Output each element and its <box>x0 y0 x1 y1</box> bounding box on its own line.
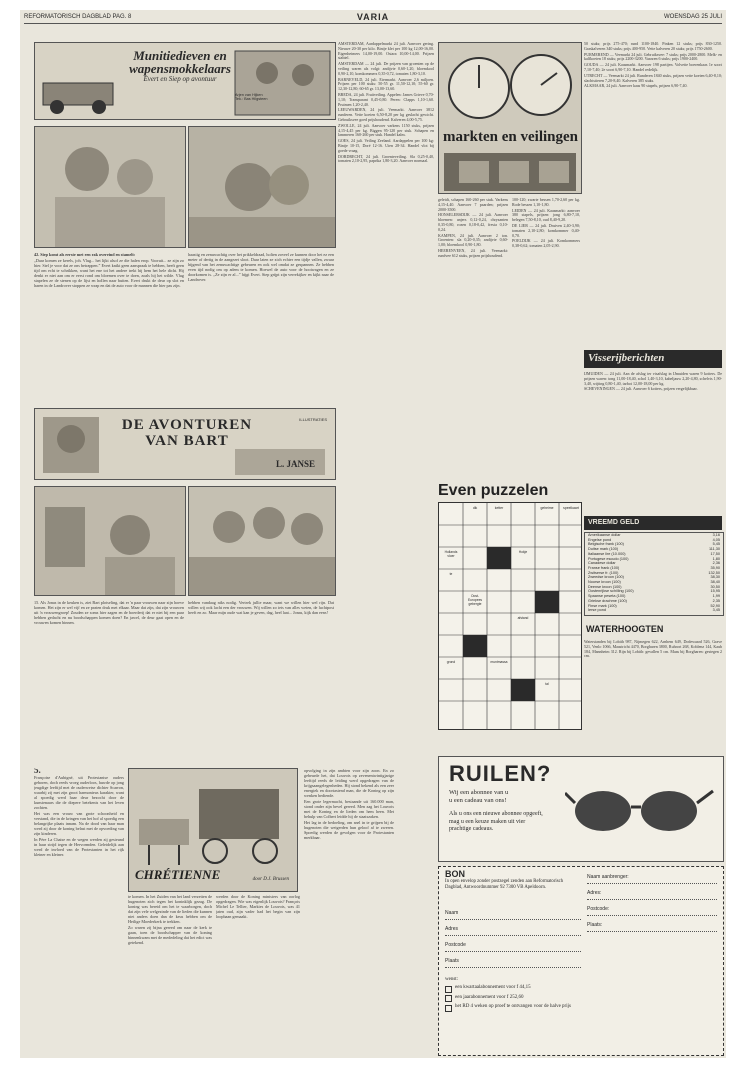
comic1-title-line2: wapensmokkelaars <box>129 61 231 76</box>
visserij-title: Visserijberichten <box>588 352 665 364</box>
vreemd-geld-title: VREEMD GELD <box>588 519 640 526</box>
currency-name: Italiaanse lire (10.000) <box>588 551 626 556</box>
form-field-label: Adres: <box>587 890 602 896</box>
puzzle-clue: speelkaart <box>563 506 579 510</box>
form-field[interactable] <box>445 907 581 920</box>
comic1-caption-intro: 42. Siep komt als eerste met een rak overeind en stamelt: <box>34 252 136 257</box>
currency-name: Canadese dollar <box>588 561 616 566</box>
form-field[interactable] <box>587 887 717 900</box>
bon-option-label: het RD 4 weken op proef te ontvangen voor de halve prijs <box>455 1004 571 1009</box>
form-field[interactable] <box>445 939 581 952</box>
puzzle-grid <box>438 502 582 730</box>
form-field-label: Postcode: <box>587 906 610 912</box>
bart-title-panel <box>34 408 336 480</box>
currency-value: 4,05 <box>712 537 720 542</box>
currency-value: 17,50 <box>710 551 720 556</box>
chretienne-col1-text: Françoise d'Aubigné, uit Protestantse ouders geboren, doch reeds vroeg ouderloos, huwde op jong jeugdige leeftijd met de ouderwetse dichter Scarron, waarbij zij met zijn groot harmonieus karakter, want al spoedig werd haar deur bezocht door de kunstenaars die de diepere betekenis van het leven zochten. <box>34 775 124 810</box>
bart-caption-col1 <box>34 600 184 670</box>
currency-value: 132,50 <box>708 570 720 575</box>
comic1-panel-1 <box>34 126 186 248</box>
puzzle-grid-lines <box>439 503 581 729</box>
puzzle-clue: geheime <box>540 506 554 510</box>
comic1-caption-col2-text: haastig en zenuwachtig over het prikkeldraad, holten zoveel ze kunnen door het ez een meter of dertig in de aangezet sloot. Daar laten ze zich echter een tijdje vallen, zwaar hijgend van het zenuwachtige gebeuren en ook wel omdat ze gespannen. Ze hebben even tijd nodig om op adem te komen. Hoewel de auto voor de hooiwagen en ze doorkomen is. „Ze zijn er al...” hijgt Evert. Siep grijpt zijn verrekijker en kijkt naar de Landrover. <box>188 252 334 282</box>
bon-option-label: een kwartaalabonnement voor f 44,15 <box>455 985 531 990</box>
comic1-title-panel <box>34 42 336 120</box>
chretienne-col3: werden door de Koning ministers van oorlog opgedragen. Wie was eigenlijk Louvois? François Michel Le Tellier, Markies de Louvois, was 41 jaten oud, zijn vader had het begin van zijn loopbaan gemaakt. <box>216 894 300 919</box>
ruilen-line2: u een cadeau van ons! <box>449 797 507 804</box>
form-field-label: Adres <box>445 926 459 932</box>
puzzle-title: Even puzzelen <box>438 482 549 499</box>
waterhoogten-title: WATERHOOGTEN <box>586 624 664 634</box>
currency-name: Griekse drachme (100) <box>588 598 627 603</box>
form-field-label: Plaats <box>445 958 459 964</box>
bart-illustrator: ILLUSTRATIES <box>299 417 327 422</box>
market-column-2: geleidt, schapen 160-260 per stuk. Varkens 4,15-4,40. Aanvoer 7 paarden; prijzen 2000-3500. HONSELERSDIJK — 24 juli. Aanvoer bloemen: anjers 0,12-0,24, chrysanten 0,35-0,80, rozen 0,18-0,42, fresia 0,10-0,24. KAMPEN, 24 juli. Aanvoer 2 ton. Groenten: sla 0,20-0,35; andijvie 0,60-1,00; bloemkool 0,90-1,80. HEERENVEEN, 24 juli. Veemarkt: rundvee 612 stuks, prijzen prijshoudend. <box>438 198 508 258</box>
puzzle-clue: tal <box>545 682 549 686</box>
bart-panel-2 <box>188 486 336 596</box>
currency-value: 15,95 <box>710 589 720 594</box>
visserij-text: IJMUIDEN — 24 juli. Aan de afslag ter visafslag in IJmuiden waren 9 kotters. De prijzen waren: tong 11,00-18,40, schol 1,40-3,10, kabeljauw 2,20-4,80, schelvis 1,90-3,40, wijting 0,80-1,40, tarbot 12,00-18,00 per kg. SCHEVENINGEN — 24 juli. Aanvoer 6 kotters, prijzen vergelijkbaar. <box>584 372 722 392</box>
currency-value: 2,36 <box>712 561 720 566</box>
currency-value: 35,90 <box>710 565 720 570</box>
puzzle-clue: Hokje <box>518 550 528 554</box>
currency-value: 38,30 <box>710 575 720 580</box>
chretienne-author: door D.J. Brussen <box>252 877 289 882</box>
header-left: REFORMATORISCH DAGBLAD PAG. 8 <box>24 14 132 20</box>
bon-form-left <box>445 907 581 971</box>
header-section: VARIA <box>356 12 390 22</box>
ruilen-ad <box>438 756 724 862</box>
bon-intro: In open envelop zonder postzegel zenden aan Reformatorisch Dagblad, Antwoordnummer 92 7300 VB Apeldoorn. <box>445 879 564 890</box>
currency-name: Finse mark (100) <box>588 603 617 608</box>
chretienne-drop: 5. <box>34 768 41 775</box>
sunglasses-icon <box>565 773 715 843</box>
bart-caption-col1-text: 15. Als Jonas in de keuken is, ziet Bart plotseling, dat er 'n paar vrouwen naar zijn hoeve komen. Het zijn er wel vijf en ze praten druk met elkaar. Maar dat zijn, dat zijn vrouwen uit 'n vrouwengroep! Zouden ze soms hier zagen en de boerderij dat er niet bij een paar hebben gedacht en nu boodschappen komen doen? En jawel, de deur gaat open en de vrouwen komen binnen. <box>34 600 184 625</box>
market-illustration <box>438 42 582 194</box>
bon-option[interactable] <box>445 985 581 993</box>
currency-name: Ierse pond <box>588 608 606 613</box>
currency-value: 52,90 <box>710 603 720 608</box>
newspaper-page <box>20 10 726 1058</box>
currency-value: 3,16 <box>712 533 720 537</box>
comic1-caption-col2 <box>188 252 334 372</box>
comic1-caption-body: „Daar komen ze kerels, joh. Vlug... het lijkt alsof ze die halen erop. Vooruit... ze zijn zo hier. Stel je voor dat ze ons betrappen.” Evert knikt geen aanspraak te hebben, heeft geen tijd om echt te schrikken, want het ene tot het andere trekt hij hem het hele dicht. Hij denkt er niet aan om er eerst rond om bloemen over te doen, zoals hij het wilde. Vlug stapelen ze de stenen op de lijst en hollen naar buiten. Evert drukt de deur op slot en haren in de Landrover stoppen ze wrap en dat de auto voor de mannen die hier pas zijn. <box>34 258 184 288</box>
bart-panel-1 <box>34 486 186 596</box>
comic1-subtitle: Evert en Siep op avontuur <box>143 75 217 83</box>
puzzle-clue: ketter <box>494 506 504 510</box>
chretienne-col4: opvolging in zijn ambten voor zijn zoon. En zo gebeurde het, dat Louvois op zevenentwintigjarige leeftijd reeds de leiding werd opgedragen van de krijgsaangelegenheden. Hij stond bekend als een zeer energiek en doortastend man, die de Koning op zijn wenken bediende. Een grote legermacht, bestaande uit 160.000 man, stond onder zijn bevel gereed. Men zag het Louvois met de Koning en de lieden om hem heen. Met behulp van Colbert leidde hij de staatszaken. Het lag in de bedoeling, om snel in te grijpen bij de hugenoten die weigerden hun geloof af te zweren. Spoedig werden de gevolgen voor de Protestanten merkbaar. <box>304 768 394 840</box>
form-field-label: Postcode <box>445 942 466 948</box>
currency-name: Duitse mark (100) <box>588 547 619 552</box>
chretienne-col2: te komen. In het Zuiden van het land verzetten de hugenoten zich tegen het koninklijk gezag. De koning was bereid om het te waarborgen, doch dat zijn vele welgezinde van de lieden die kunnen niet anders doen dan de keus hebben om de Heilige Moederkerk te trekken. Zo waren zij bijna gereed om naar de kerk te gaan, toen de boodschapper van de koning binnenkwam met de mededeling dat het edict was getekend. <box>128 894 212 945</box>
currency-value: 38,40 <box>710 580 720 585</box>
currency-name: Oostenrijkse schilling (100) <box>588 589 634 594</box>
checkbox[interactable] <box>445 1005 452 1012</box>
currency-name: Zweedse kroon (100) <box>588 575 624 580</box>
puzzle-clue: dik <box>472 506 478 510</box>
market-column-3: 100-120; zwarte bessen 1,70-2,60 per kg. Rode bessen 1,10-1,80. LEIDEN — 24 juli. Kaasmarkt: aanvoer 380 stapels, prijzen: jong 6,80-7,10, belegen 7,50-8,10, oud 8,40-9,20. DE LIER — 24 juli. Druiven 2,40-3,90; tomaten 2,10-2,80; komkommer 0,40-0,70. POELDIJK — 24 juli. Komkommers 0,38-0,62; tomaten 2,05-2,90. <box>512 198 580 249</box>
currency-name: Portugese escudo (100) <box>588 556 629 561</box>
puzzle-clue: Hollands vloer <box>444 550 458 558</box>
bart-title-line2: VAN BART <box>145 433 229 449</box>
vreemd-geld-header <box>584 516 722 530</box>
currency-name: Zwitserse fr. (100) <box>588 570 619 575</box>
puzzle-clue: afstand <box>517 616 529 620</box>
puzzle-clue: grond <box>446 660 456 664</box>
comic1-credit1: Arjen van Hijken <box>235 93 263 97</box>
currency-name: Franse frank (100) <box>588 565 620 570</box>
currency-value: 3,45 <box>712 608 720 613</box>
bart-author: L. JANSE <box>275 459 315 469</box>
currency-value: 1,99 <box>712 594 720 599</box>
form-field[interactable] <box>587 871 717 884</box>
puzzle-clue: te <box>449 572 453 576</box>
checkbox[interactable] <box>445 986 452 993</box>
waterhoogten-text: Waterstanden bij Lobith 987, Nijmegen 622, Arnhem 649, Dodewaard 526, Grave 521, Venlo 1066, Maastricht 4470, Borgharen 3800, Ruhrort 268, Koblenz 144, Kaub 184, Mannheim 312. Rijn bij Lobith: gevallen 5 cm. Maas bij Borgharen: gestegen 2 cm. <box>584 640 722 659</box>
currency-value: 5,45 <box>712 542 720 547</box>
currency-name: Noorse kroon (100) <box>588 580 621 585</box>
bon-option[interactable] <box>445 1004 581 1012</box>
bon-footer: wenst: <box>445 977 459 982</box>
currency-name: Amerikaanse dollar <box>588 533 621 537</box>
puzzle-clue: muntmassa <box>490 660 508 664</box>
right-column-text: 50 stuks; prijs 275-470; rund 1100-1840. Pinken 12 stuks; prijs 830-1250. Graskalveren 340 stuks; prijs 400-950. Vette kalveren 20 stuks; prijs 1750-2600. PURMEREND — Veemarkt 24 juli. Gebruiksvee: 7 stuks; prijs 2000-2800. Melk- en kalfkoeien 18 stuks; prijs 2200-3200. Vaarzen 6 stuks; prijs 1900-2400. GOUDA — 24 juli. Kaasmarkt. Aanvoer 198 partijen. Volvette boerenkaas 1e soort 7,10-7,40; 2e soort 6,90-7,10. Handel redelijk. UTRECHT — Veemarkt 24 juli. Runderen 1840 stuks, prijzen vette koeien 6,40-8,10; slachtstieren 7,20-8,40. Kalveren 385 stuks. ALKMAAR, 24 juli. Aanvoer kaas 90 stapels, prijzen 6,90-7,40. <box>584 42 722 89</box>
chretienne-col3-text: opvolging in zijn ambten voor zijn zoon. En zo gebeurde het, dat Louvois op zevenentwintigjarige leeftijd reeds de leiding werd opgedragen van de krijgsaangelegenheden. Hij stond bekend als een zeer energiek en doortastend man, die de Koning op zijn wenken bediende. <box>304 768 394 798</box>
vreemd-geld-table <box>584 532 724 616</box>
chretienne-col1: 5. Françoise d'Aubigné, uit Protestantse ouders geboren, doch reeds vroeg ouderloos, huwde op jong jeugdige leeftijd met de ouderwetse dichter Scarron, waarbij zij met zijn groot harmonieus karakter, want al spoedig werd haar deur bezocht door de kunstenaars die de diepere betekenis van het leven zochten. Het was een vrouw van grote schoonheid en verstand, die in de kringen van het hof al spoedig een belangrijke plaats innam. Na de dood van haar man werd zij door de koning belast met de opvoeding van zijn kinderen. In Père La Chaise en de wegen werden zij gesteund in haar strijd tegen de Hervormden. Geleidelijk aan werd de invloed van de Protestanten in het rijk kleiner en kleiner. <box>34 768 124 1050</box>
waterhoogten-header <box>584 622 722 638</box>
comic1-credit2: Tek.: Bas Hilgsteen <box>235 97 268 101</box>
bon-title: BON <box>445 869 465 879</box>
bart-title-line1: DE AVONTUREN <box>121 417 253 433</box>
currency-name: Spaanse peseta (100) <box>588 594 626 599</box>
form-field-label: Plaats: <box>587 922 603 928</box>
comic1-title-line1: Munitiedieven en <box>133 48 227 63</box>
ruilen-title: RUILEN? <box>449 761 552 786</box>
page-header <box>24 12 722 24</box>
bon-coupon <box>438 866 724 1056</box>
currency-row <box>585 608 723 613</box>
chretienne-title: CHRÉTIENNE <box>135 867 221 882</box>
visserij-header <box>584 350 722 368</box>
comic1-caption-col1 <box>34 252 184 372</box>
market-title: markten en veilingen <box>443 129 578 145</box>
bart-caption-col2-text: hebben vandaag niks nodig. Vertrek jullie maar, want we willen hier wel rijn. Dat willen wij ook lacht een der vrouwen. Wij willen zo iets van alles weten, de luchtpost heeft en zo. Maar mijn oude wat kan je geven, dag, heel laat... Jonas, kijk dan eens! <box>188 600 334 615</box>
puzzle-clue: Oost-Europees gebergte <box>467 594 483 606</box>
chretienne-col2-text: te komen. In het Zuiden van het land verzetten de hugenoten zich tegen het koninklijk gezag. De koning was bereid om het te waarborgen, doch dat zijn vele welgezinde van de lieden die kunnen niet anders doen dan de keus hebben om de Heilige Moederkerk te trekken. <box>128 894 212 924</box>
form-field[interactable] <box>587 919 717 932</box>
form-field[interactable] <box>445 923 581 936</box>
ruilen-body: Als u ons een nieuwe abonnee opgeeft, mag u een keuze maken uit vier prachtige cadeaus. <box>449 811 543 832</box>
ruilen-line1: Wij een abonnee van u <box>449 789 509 796</box>
form-field[interactable] <box>445 955 581 968</box>
currency-value: 111,30 <box>708 547 720 552</box>
form-field-label: Naam aanbrenger: <box>587 874 629 880</box>
bon-option-label: een jaarabonnement voor f 252,60 <box>455 994 524 1000</box>
header-date: WOENSDAG 25 JULI <box>663 14 722 20</box>
currency-name: Engelse pond <box>588 537 612 542</box>
market-column-1: AMSTERDAM, Aardappelmarkt 24 juli. Aanvoer gering. Nieuwe 20-30 per kilo. Bintje klei per 100 kg 12,00-16,00. Eigenheimers 14,00-19,00. Ostara 10,00-14,00. Prijzen stabiel. AMSTERDAM — 24 juli. De prijzen van groenten op de veiling waren als volgt: andijvie 0,60-1,20, bloemkool 0,90-2,10, komkommers 0,35-0,72, tomaten 1,80-3,10. BARNEVELD, 24 juli. Eiermarkt. Aanvoer 2,6 miljoen. Prijzen per 100 stuks: 50-55 gr. 11,50-12,10; 55-60 gr. 12,30-12,80; 60-65 gr. 13,00-13,60. BREDA, 24 juli. Fruitveiling. Appelen: James Grieve 0,70-1,10; Transparant 0,45-0,80. Peren: Clapps 1,10-1,60. Pruimen 1,20-2,40. LEEUWARDEN, 24 juli. Veemarkt. Aanvoer 3812 runderen. Vette koeien 6,50-8,20 per kg geslacht gewicht. Gebruiksvee goed prijshoudend. Kalveren 4,00-5,75. ZWOLLE, 24 juli. Aanvoer varkens 1150 stuks, prijzen 4,15-4,45 per kg. Biggen 95-120 per stuk. Schapen en lammeren 160-260 per stuk. Handel kalm. GOES, 24 juli. Veiling Zeeland. Aardappelen per 100 kg: Bintje 10-15, Doré 12-16. Uien 28-34. Handel vlot bij goede vraag. DORDRECHT, 24 juli. Groenteveiling. Sla 0,25-0,40, tomaten 2,10-2,95, paprika 1,80-3,20. Aanvoer normaal. <box>338 42 434 164</box>
chretienne-illustration <box>128 768 298 892</box>
form-field-label: Naam <box>445 910 459 916</box>
checkbox[interactable] <box>445 995 452 1002</box>
bon-option[interactable] <box>445 995 581 1003</box>
form-field[interactable] <box>587 903 717 916</box>
currency-value: 1,80 <box>712 556 720 561</box>
currency-name: Belgische frank (100) <box>588 542 624 547</box>
currency-value: 30,50 <box>710 584 720 589</box>
bon-form-right <box>587 871 717 935</box>
comic1-panel-2 <box>188 126 336 248</box>
currency-name: Deense kroon (100) <box>588 584 622 589</box>
currency-value: 2,35 <box>712 598 720 603</box>
bart-caption-col2 <box>188 600 334 670</box>
